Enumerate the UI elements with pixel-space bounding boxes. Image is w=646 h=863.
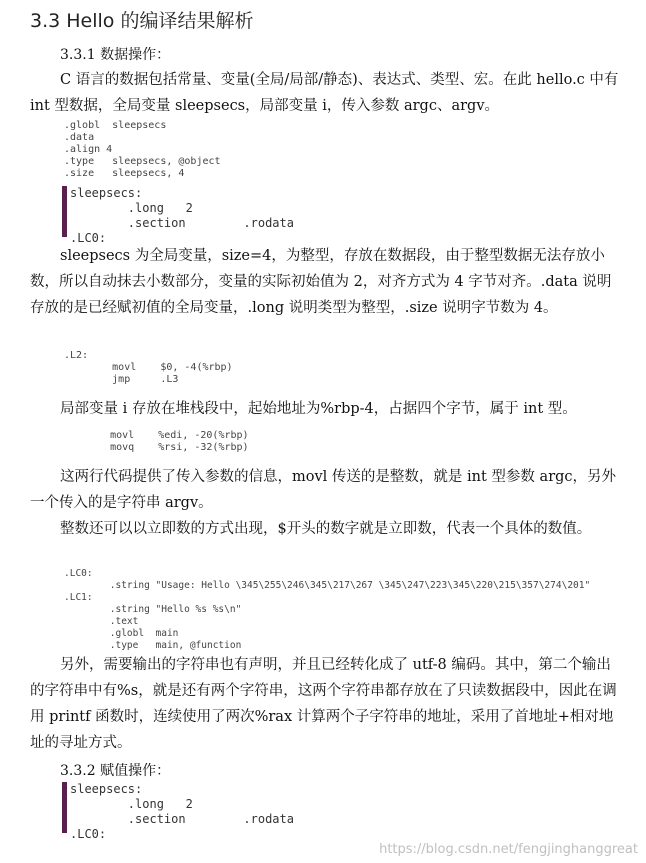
code-block-args: movl %edi, -20(%rbp) movq %rsi, -32(%rbp): [110, 430, 249, 453]
code-block-globl: .globl sleepsecs .data .align 4 .type sleepsecs, @object .size sleepsecs, 4: [64, 120, 221, 179]
paragraph-strings: 另外，需要输出的字符串也有声明，并且已经转化成了 utf-8 编码。其中，第二个输出的字符串中有%s，就是还有两个字符串，这两个字符串都存放在了只读数据段中，因此在调用 printf 函数时，连续使用了两次%rax 计算两个子字符串的地址，采用了首地址+相对地址的寻址方式。: [30, 657, 617, 751]
watermark: https://blog.csdn.net/fengjinghanggreat: [379, 842, 638, 857]
code-block-l2: .L2: movl $0, -4(%rbp) jmp .L3: [64, 350, 233, 385]
paragraph-immediate: 整数还可以以立即数的方式出现，$开头的数字就是立即数，代表一个具体的数值。: [60, 521, 592, 537]
paragraph-data-types: C 语言的数据包括常量、变量(全局/局部/静态)、表达式、类型、宏。在此 hello.c 中有 int 型数据，全局变量 sleepsecs，局部变量 i，传入参数 argc、argv。: [30, 72, 619, 114]
subsection-title-assign: 3.3.2 赋值操作：: [60, 763, 171, 779]
code-block-strings: .LC0: .string "Usage: Hello \345\255\246\345\217\267 \345\247\223\345\220\215\357\274\201" .LC1: .string "Hello %s %s\n" .text .globl main .type main, @function: [64, 568, 591, 651]
code-block-sleepsecs-2: sleepsecs: .long 2 .section .rodata .LC0:: [70, 782, 294, 841]
paragraph-sleepsecs: sleepsecs 为全局变量，size=4，为整型，存放在数据段，由于整型数据无法存放小数，所以自动抹去小数部分，变量的实际初始值为 2，对齐方式为 4 字节对齐。.data 说明存放的是已经赋初值的全局变量，.long 说明类型为整型，.size 说明字节数为 4。: [30, 248, 612, 316]
paragraph-local-var: 局部变量 i 存放在堆栈段中，起始地址为%rbp-4，占据四个字节，属于 int 型。: [60, 401, 577, 417]
code-block-sleepsecs: sleepsecs: .long 2 .section .rodata .LC0:: [70, 186, 294, 245]
subsection-title-data-ops: 3.3.1 数据操作：: [60, 47, 171, 63]
section-heading: 3.3 Hello 的编译结果解析: [30, 10, 254, 32]
code-bar: [62, 186, 67, 237]
paragraph-args: 这两行代码提供了传入参数的信息，movl 传送的是整数，就是 int 型参数 argc，另外一个传入的是字符串 argv。: [30, 469, 617, 511]
code-bar: [62, 782, 67, 833]
